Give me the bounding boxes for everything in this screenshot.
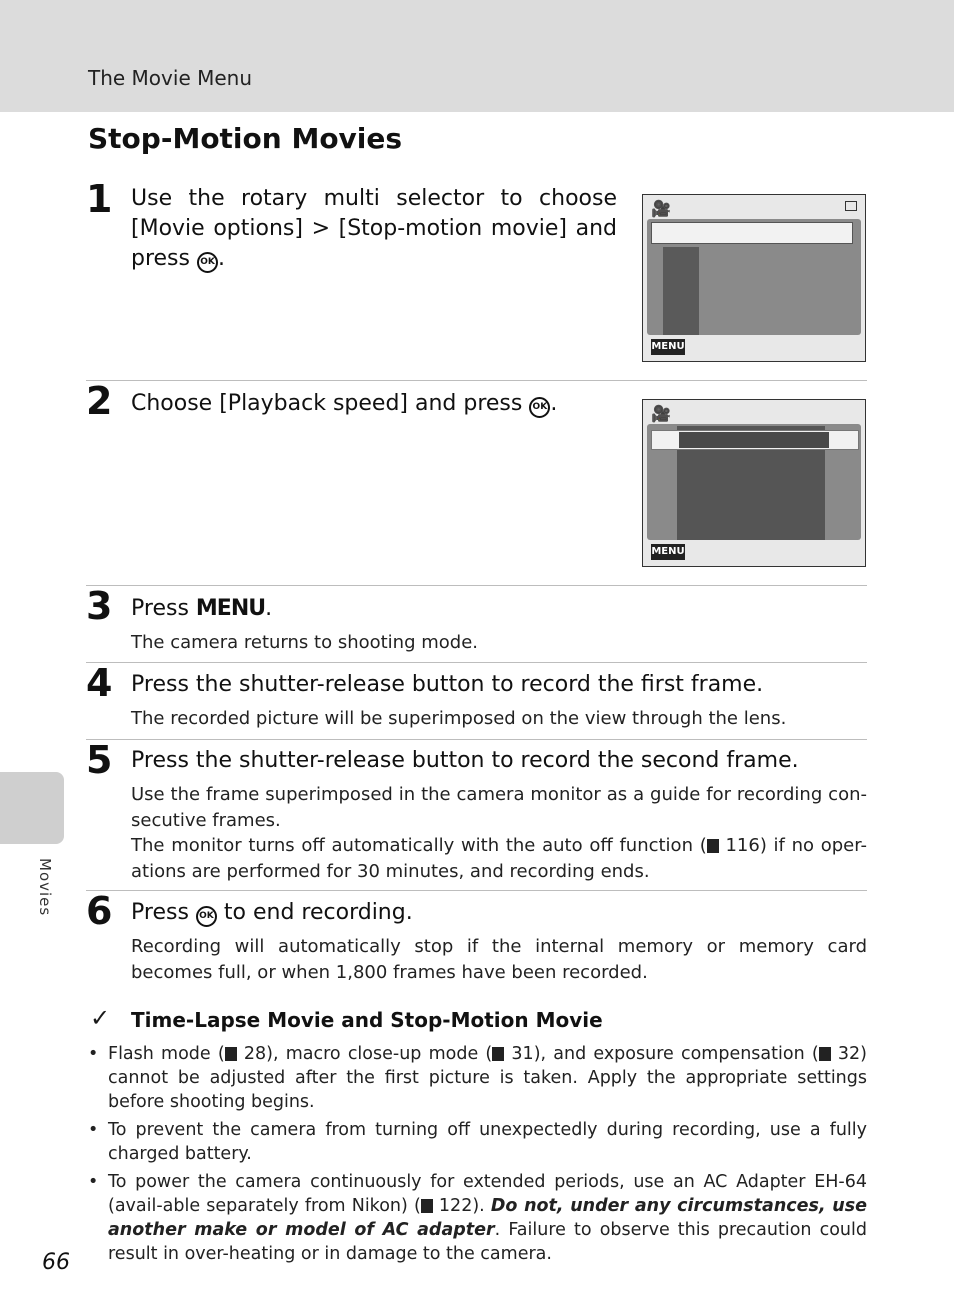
divider xyxy=(86,739,867,740)
step-5-body-2: The monitor turns off automatically with the auto off function ( 116) if no oper-ations are performed for 30 minutes, and recording ends. xyxy=(131,835,867,882)
step-6-heading xyxy=(131,898,413,928)
step-4-heading: Press the shutter-release button to record the first frame. xyxy=(131,672,764,697)
step-5-heading: Press the shutter-release button to record the second frame. xyxy=(131,748,799,773)
step-1-heading xyxy=(131,184,617,274)
page-ref-icon xyxy=(421,1199,433,1213)
page-ref-icon xyxy=(819,1047,831,1061)
page-ref-icon xyxy=(707,839,719,853)
menu-button-icon: MENU xyxy=(195,596,266,621)
step-6-text: Press xyxy=(131,900,189,925)
step-2-number: 2 xyxy=(86,379,113,423)
step-6-number: 6 xyxy=(86,889,113,933)
screen-dark-column xyxy=(663,247,699,335)
caution-list xyxy=(88,1042,867,1270)
step-1-text: Use the rotary multi selector to choose [Movie options] > [Stop-motion movie] and press xyxy=(131,186,617,271)
header-band xyxy=(0,0,954,112)
step-5-body-1: Use the frame superimposed in the camera monitor as a guide for recording con-secutive frames. xyxy=(131,784,867,831)
step-1-text-end: . xyxy=(218,246,225,271)
step-6-text-end: to end recording. xyxy=(223,900,413,925)
step-2-heading xyxy=(131,389,557,419)
step-2-text-end: . xyxy=(550,391,558,416)
camera-screen-1 xyxy=(642,194,866,362)
step-5-number: 5 xyxy=(86,738,113,782)
camera-screen-2 xyxy=(642,399,866,567)
selected-option-fill xyxy=(679,432,829,448)
caution-check-icon: ✓ xyxy=(90,1004,111,1032)
step-4-number: 4 xyxy=(86,661,113,705)
page-number: 66 xyxy=(42,1250,70,1275)
movie-camera-icon: 🎥 xyxy=(651,404,671,423)
step-2-text: Choose [Playback speed] and press xyxy=(131,391,523,416)
page-ref-icon xyxy=(492,1047,504,1061)
page-title: Stop-Motion Movies xyxy=(88,122,403,155)
step-3-text-end: . xyxy=(265,596,273,621)
selected-menu-row xyxy=(651,222,853,244)
step-3-number: 3 xyxy=(86,584,113,628)
step-4-body: The recorded picture will be superimposed on the view through the lens. xyxy=(131,708,787,729)
divider xyxy=(86,890,867,891)
step-1-number: 1 xyxy=(86,177,113,221)
ok-button-icon: OK xyxy=(196,906,217,927)
ok-button-icon: OK xyxy=(529,397,550,418)
step-3-body: The camera returns to shooting mode. xyxy=(131,632,479,653)
step-6-body: Recording will automatically stop if the internal memory or memory card becomes full, or when 1,800 frames have been recorded. xyxy=(131,936,867,983)
divider xyxy=(86,380,867,381)
menu-icon: MENU xyxy=(651,544,685,560)
divider xyxy=(86,662,867,663)
list-item: • To power the camera continuously for extended periods, use an AC Adapter EH-64 (avail-able separately from Nikon) ( 122). Do not, under any circumstances, use another make or model of AC adapter. Failure to observe this precaution could result in over-heating or in damage to the camera. xyxy=(88,1170,867,1266)
divider xyxy=(86,585,867,586)
memory-card-icon xyxy=(845,201,857,211)
side-label: Movies xyxy=(36,858,54,917)
step-3-heading xyxy=(131,594,272,624)
movie-camera-icon: 🎥 xyxy=(651,199,671,218)
side-tab xyxy=(0,772,64,844)
list-item: • Flash mode ( 28), macro close-up mode ( 31), and exposure compensation ( 32) cannot be adjusted after the first picture is taken. Apply the appropriate settings before shooting begins. xyxy=(88,1042,867,1114)
list-item: • To prevent the camera from turning off unexpectedly during recording, use a fully charged battery. xyxy=(88,1118,867,1166)
step-3-text: Press xyxy=(131,596,189,621)
menu-icon: MENU xyxy=(651,339,685,355)
page-ref-icon xyxy=(225,1047,237,1061)
section-label: The Movie Menu xyxy=(88,66,253,90)
caution-title: Time-Lapse Movie and Stop-Motion Movie xyxy=(131,1008,603,1032)
ok-button-icon: OK xyxy=(197,252,218,273)
step-5-body xyxy=(131,782,867,884)
